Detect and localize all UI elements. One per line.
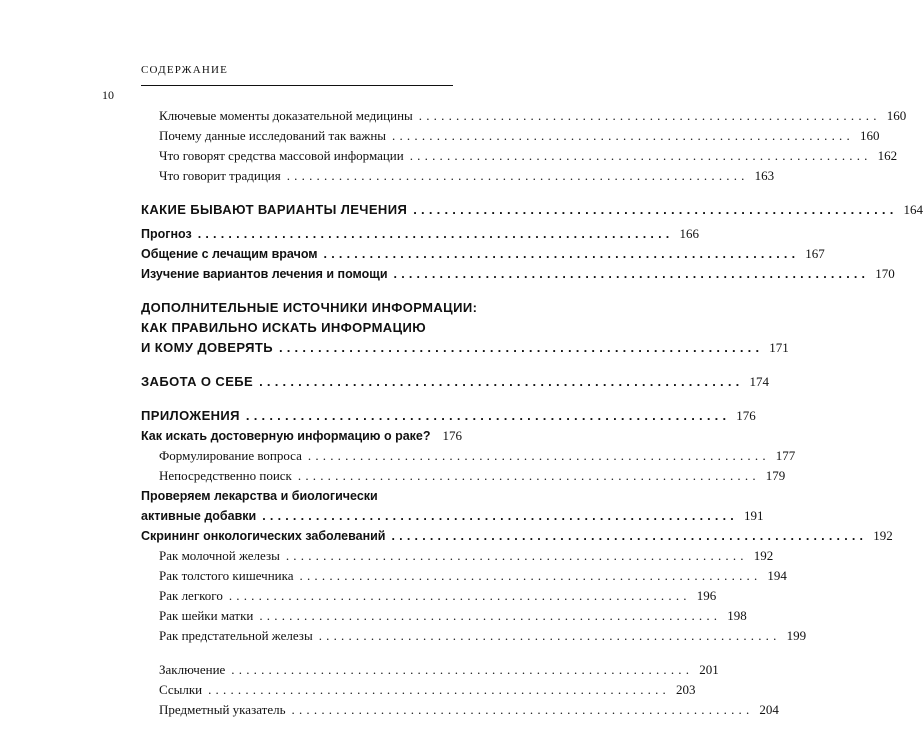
toc-entry	[141, 264, 895, 284]
toc-entry-label: Рак шейки матки	[159, 608, 254, 623]
toc-entry	[141, 660, 719, 680]
toc-entry	[141, 606, 747, 626]
toc-entry-page: 192	[873, 528, 893, 543]
toc-entry-page: 198	[727, 608, 747, 623]
dot-leader: ..............................................................	[197, 227, 674, 241]
toc-entry-label: Скрининг онкологических заболеваний	[141, 529, 386, 543]
dot-leader: ..............................................................	[208, 682, 671, 697]
toc-chapter-label: КАКИЕ БЫВАЮТ ВАРИАНТЫ ЛЕЧЕНИЯ	[141, 202, 408, 217]
toc-entry-label: Непосредственно поиск	[159, 468, 292, 483]
toc-entry-page: 203	[676, 682, 696, 697]
toc-chapter	[141, 200, 923, 220]
toc-entry-page: 192	[753, 548, 774, 563]
toc-entry	[141, 680, 696, 700]
dot-leader: ..............................................................	[291, 702, 754, 717]
dot-leader: ..............................................................	[259, 608, 722, 623]
toc-chapter-multiline	[141, 298, 789, 358]
dot-leader: ..............................................................	[297, 468, 760, 483]
toc-entry-label: Как искать достоверную информацию о раке?	[141, 429, 431, 443]
toc-entry-label: Рак легкого	[159, 588, 223, 603]
dot-leader: ..............................................................	[409, 148, 872, 163]
toc-chapter-label-line1: ДОПОЛНИТЕЛЬНЫЕ ИСТОЧНИКИ ИНФОРМАЦИИ:	[141, 300, 478, 315]
toc-entry-label: Предметный указатель	[159, 702, 286, 717]
dot-leader: ..............................................................	[285, 548, 748, 563]
toc-entry-page: 166	[679, 226, 699, 241]
toc-chapter	[141, 406, 756, 426]
toc-entry	[141, 166, 775, 186]
toc-entry-label: Ссылки	[159, 682, 203, 697]
header-rule	[141, 85, 453, 86]
toc-entry-label: Ключевые моменты доказательной медицины	[159, 108, 413, 123]
dot-leader: ..............................................................	[231, 662, 694, 677]
dot-leader: ..............................................................	[245, 408, 731, 423]
running-header-title: СОДЕРЖАНИЕ	[141, 64, 229, 76]
toc-entry-page: 174	[749, 374, 769, 389]
toc-entry-page: 162	[877, 148, 898, 163]
dot-leader: ..............................................................	[228, 588, 691, 603]
dot-leader: ..............................................................	[318, 628, 781, 643]
toc-entry-page: 167	[805, 246, 825, 261]
toc-entry	[141, 426, 462, 446]
toc-chapter-label: ЗАБОТА О СЕБЕ	[141, 374, 254, 389]
toc-entry	[141, 466, 786, 486]
toc-entry-page: 199	[786, 628, 807, 643]
toc-entry-page: 164	[903, 202, 923, 217]
toc-chapter	[141, 372, 769, 392]
toc-entry-label: Что говорит традиция	[159, 168, 281, 183]
dot-leader: ..............................................................	[413, 202, 898, 217]
toc-entry-page: 160	[859, 128, 880, 143]
toc-chapter-label: ПРИЛОЖЕНИЯ	[141, 408, 240, 423]
toc-chapter-label-line3: И КОМУ ДОВЕРЯТЬ	[141, 340, 273, 355]
toc-entry	[141, 106, 907, 126]
dot-leader: ..............................................................	[323, 247, 800, 261]
toc-entry-label: Что говорят средства массовой информации	[159, 148, 404, 163]
dot-leader: ..............................................................	[392, 128, 854, 143]
toc-entry	[141, 146, 898, 166]
dot-leader: ..............................................................	[286, 168, 749, 183]
toc-entry-label-line2: активные добавки	[141, 509, 257, 523]
toc-entry-page: 201	[699, 662, 719, 677]
toc-entry-page: 191	[743, 508, 764, 523]
toc-entry	[141, 566, 787, 586]
dot-leader: ..............................................................	[391, 529, 868, 543]
table-of-contents	[141, 106, 923, 720]
dot-leader: ..............................................................	[262, 509, 738, 523]
dot-leader: ..............................................................	[259, 374, 744, 389]
toc-entry	[141, 526, 893, 546]
dot-leader: ..............................................................	[418, 108, 881, 123]
toc-entry-multiline	[141, 486, 764, 526]
toc-entry-page: 176	[442, 428, 462, 443]
page-number: 10	[102, 88, 114, 102]
toc-entry-label: Заключение	[159, 662, 226, 677]
toc-entry-page: 177	[775, 448, 796, 463]
toc-entry-page: 179	[765, 468, 786, 483]
toc-entry	[141, 244, 825, 264]
toc-entry-label-line1: Проверяем лекарства и биологически	[141, 489, 378, 503]
dot-leader: ..............................................................	[393, 267, 870, 281]
toc-entry	[141, 126, 880, 146]
toc-chapter-label-line2: КАК ПРАВИЛЬНО ИСКАТЬ ИНФОРМАЦИЮ	[141, 320, 427, 335]
toc-entry	[141, 224, 699, 244]
dot-leader: ..............................................................	[307, 448, 770, 463]
toc-entry-page: 171	[769, 340, 789, 355]
toc-entry-page: 204	[759, 702, 779, 717]
toc-entry	[141, 626, 807, 646]
toc-entry	[141, 700, 779, 720]
toc-entry-label: Рак толстого кишечника	[159, 568, 294, 583]
dot-leader: ..............................................................	[299, 568, 762, 583]
toc-entry-page: 170	[875, 266, 895, 281]
toc-entry	[141, 586, 717, 606]
toc-entry	[141, 446, 796, 466]
toc-entry-page: 194	[767, 568, 787, 583]
toc-entry-label: Почему данные исследований так важны	[159, 128, 387, 143]
toc-entry-page: 176	[736, 408, 756, 423]
toc-entry-label: Формулирование вопроса	[159, 448, 302, 463]
toc-entry	[141, 546, 774, 566]
toc-entry-label: Общение с лечащим врачом	[141, 247, 318, 261]
toc-entry-label: Прогноз	[141, 227, 192, 241]
toc-entry-page: 160	[886, 108, 907, 123]
toc-entry-label: Изучение вариантов лечения и помощи	[141, 267, 388, 281]
toc-entry-label: Рак молочной железы	[159, 548, 280, 563]
dot-leader: ..............................................................	[278, 340, 764, 355]
toc-entry-page: 163	[754, 168, 775, 183]
toc-entry-page: 196	[696, 588, 717, 603]
toc-entry-label: Рак предстательной железы	[159, 628, 313, 643]
